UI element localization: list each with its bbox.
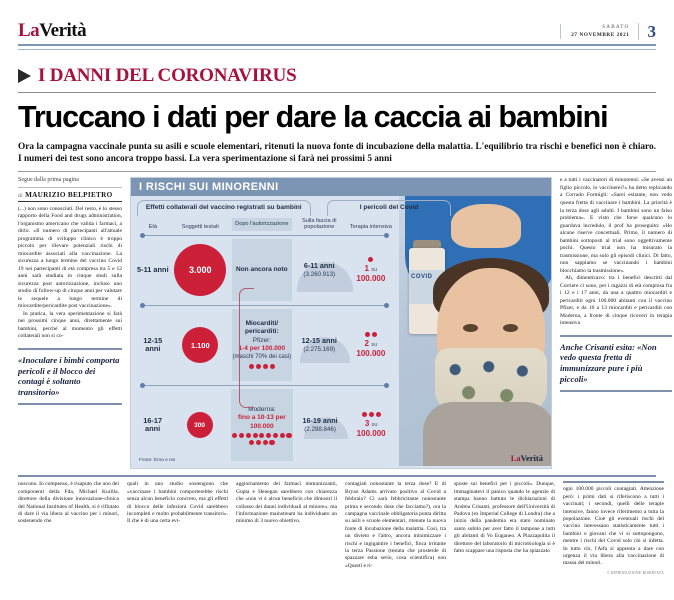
icu-base: 100.000 <box>356 348 386 358</box>
population-age: 12-15 anni <box>301 336 337 346</box>
logo-la: La <box>18 20 40 41</box>
icu-value: 3 <box>364 419 370 429</box>
right-pullquote <box>560 335 672 392</box>
continuation-note: Segue dalla prima pagina <box>18 177 122 187</box>
icu-dot-group <box>347 257 395 262</box>
vial-label-text: COVID <box>411 274 433 281</box>
row-population <box>292 337 347 353</box>
center-column <box>130 177 552 469</box>
logo-verita: Verità <box>520 453 543 464</box>
bottom-column <box>236 481 337 575</box>
icu-base: 100.000 <box>356 428 386 438</box>
header-population: Sulla fascia di popolazione <box>302 217 337 231</box>
table-row <box>137 389 395 464</box>
after-auth-title: Miocarditi/ pericarditi: <box>245 320 279 336</box>
row-icu <box>347 412 395 438</box>
header-age: Età <box>148 224 158 231</box>
after-auth-rate: fino a 10-13 per 100.000 <box>238 414 286 430</box>
icu-value: 2 <box>364 339 369 349</box>
article-standfirst: Ora la campagna vaccinale punta su asili e scuole elementari, ritenuti la nuova fonte di incubazione della malattia. L'equilibrio tra rischi e benefici non è chiaro. I numeri dei test sono ancora troppo bassi. La vera sperimentazione si farà nei prossimi 5 anni <box>18 141 656 165</box>
row-icu <box>347 332 395 358</box>
infographic-title: I RISCHI SUI MINORENNI <box>131 178 551 196</box>
standfirst-rule <box>18 171 656 172</box>
paragraph: sposte sui benefici per i piccoli». Dunque, immaginatevi il panico quando le agenzie di stampa hanno battuto le dichiarazioni di Andrea Crisanti, professore dell'Università di Padova (ex Imperial College di Londra) che a inizio della pandemia era stato nominato santo subito per aver fatto il tampone a tutti gli abitanti di Vo Euganeo. A Piazzapulita il direttore del laboratorio di microbiologia si è fatto scappare una risposta che ha spiazzato <box>454 481 555 554</box>
icu-dot-group <box>347 412 395 417</box>
right-column <box>560 177 672 469</box>
icu-rate <box>347 264 395 283</box>
column-header-row <box>137 218 395 232</box>
table-row <box>137 239 395 301</box>
after-auth-rate: 1-4 per 100.000 <box>238 345 286 353</box>
page-number: 3 <box>638 23 657 40</box>
right-column-body <box>560 177 672 327</box>
paragraph: e a tutti i vaccinatori di minorenni: «Se avessi un figlio piccolo, lo vaccinerei?» ha detto replicando a Corrado Formigli: «Sarei esitante, non vedo questa fretta di vaccinare i bambini. La priorità è la terza dose agli adulti. I bambini sono un falso problema». E visto che forse qualcuno lo guardava incredulo, il prof ha proseguito: «Ho alcune riserve concettuali. Primo, il numero di bambini sottoposti al trial sono oggettivamente pochi. Questo trial non ha misurato la trasmissione, ma solo gli episodi clinici. Di fatto, non sappiamo se vaccinando i bambini blocchiamo la trasmissione». <box>560 177 672 274</box>
population-age: 16-19 anni <box>302 416 338 426</box>
header-tested: Soggetti testati <box>181 224 219 231</box>
left-column <box>18 177 122 469</box>
source-note: Fonte: Ema e Iss <box>139 458 176 464</box>
article-photo <box>399 196 551 466</box>
divider-axis <box>137 302 395 309</box>
middle-block <box>18 177 672 469</box>
pullquote-text: Anche Crisanti esita: «Non vedo questa fretta di immunizzare pure i più piccoli» <box>560 341 657 384</box>
paragraph: (...) non sono conosciuti. Del resto, è lo stesso rapporto della Food and drugs administration, l'organismo americano che valida i farmaci, a dirlo. «Il numero di partecipanti all'attuale programma di sviluppo clinico è troppo piccolo per rilevare potenziali rischi di miocardite associati alla vaccinazione. La sicurezza a lungo termine del vaccino Covid 19 nei partecipanti di età compresa tra 5 e 12 anni sarà studiata in cinque studi sulla sicurezza post autorizzazione, incluso uno studio di follow-up di cinque anni per valutare le sequele a lungo termine di miocardite/pericardite post vaccinazione». <box>18 205 122 310</box>
after-auth-note: (maschi 70% dei casi) <box>232 353 292 360</box>
bottom-column <box>345 481 446 575</box>
bottom-column <box>18 481 119 575</box>
article-headline: Truccano i dati per dare la caccia ai bambini <box>18 100 608 134</box>
section-rule <box>18 92 656 93</box>
issue-date <box>560 24 629 40</box>
masthead <box>18 0 656 40</box>
group-header-vaccine: Effetti collaterali del vaccino registrati su bambini <box>137 200 311 215</box>
byline-author: MAURIZIO BELPIETRO <box>25 190 113 199</box>
bottom-column <box>563 481 664 575</box>
bottom-column <box>454 481 555 575</box>
bottom-column <box>127 481 228 575</box>
byline-prefix: di <box>18 192 23 199</box>
publication-logo <box>18 21 86 40</box>
infographic-logo <box>511 453 543 463</box>
row-tested <box>169 244 232 296</box>
masthead-right <box>560 23 656 40</box>
paragraph: quali in uno studio sostengono che «vaccinare i bambini comporterebbe rischi senza alcun beneficio concreto, ma gli effetti di blocco delle infezioni Covid sarebbero incompleti e molto probabilmente transitori». Il che è di una certa evi- <box>127 481 228 525</box>
divider-axis <box>137 232 395 239</box>
paragraph: ogni 100.000 piccoli contagiati. Attenzione però: i primi dati si riferiscono a tutti i vaccinati; i secondi, quelli delle terapie intensive, fanno invece riferimento a tutta la popolazione. Cioè gli eventuali rischi del vaccino interessano statisticamente tutti i bambini o giovani che vi si sottopongono, mentre i rischi del Covid solo chi si infetta. In tutto ciò, l'Aifa si appresta a dare con urgenza il via libera alla vaccinazione di massa dei minori. <box>563 486 664 567</box>
header-icu: Terapia intensiva <box>349 224 392 231</box>
icu-rate <box>347 339 395 358</box>
triangle-bullet-icon <box>18 69 31 83</box>
icu-su: su <box>371 342 378 349</box>
left-column-body <box>18 206 122 341</box>
tested-bubble: 300 <box>187 412 213 438</box>
bracket-connector <box>239 288 254 408</box>
row-age: 16-17 anni <box>143 415 163 434</box>
icu-rate <box>347 419 395 438</box>
photo-hand <box>451 204 521 248</box>
row-age: 5-11 anni <box>137 265 169 275</box>
icu-value: 1 <box>364 264 369 274</box>
date-text: 27 NOVEMBRE 2021 <box>571 31 630 38</box>
population-count: (2.275.169) <box>303 346 336 354</box>
population-count: (2.298.846) <box>304 426 336 434</box>
tested-bubble: 3.000 <box>174 244 226 296</box>
left-pullquote <box>18 348 122 405</box>
after-auth-brand: Moderna: <box>248 405 276 413</box>
risk-table <box>131 196 419 466</box>
pullquote-text: «Inoculare i bimbi comporta pericoli e il blocco dei contagi è soltanto transitorio» <box>18 354 120 398</box>
column-rule <box>563 481 664 483</box>
logo-la: La <box>510 453 521 464</box>
infographic-footer <box>139 453 543 463</box>
row-after-authorization: Non ancora noto <box>232 239 292 301</box>
row-age: 12-15 anni <box>143 335 163 354</box>
divider-axis <box>137 382 395 389</box>
after-auth-brand: Pfizer: <box>252 336 272 344</box>
day-of-week: SABATO <box>602 23 630 30</box>
paragraph: aggiornamento dei farmaci immunizzanti, Gupta e Henegan sarebbero con chiarezza che «non vi è alcun beneficio che dimostri il collasso dei danni individuali al minore», ma l'informazione mainstream ha individuato un minimo di 3 nuovo obiettivo. <box>236 481 337 525</box>
copyright-credit: © RIPRODUZIONE RISERVATA <box>606 570 664 575</box>
paragraph: noscono. In compenso, è risaputo che uno dei componenti della Fda, Michael Kurilla, direttore della divisione innovazione-clinica del National Institutes of Health, si è rifiutato di dare il via libera al vaccino per i minori, sostenendo che <box>18 481 119 525</box>
group-header-covid: I pericoli del Covid <box>327 200 451 215</box>
paragraph: contagiati nonostante la terza dose? E di Bryan Adams arrivato positivo al Covid a febbraio? Ci sarà febbricitante nonostante prima e secondo dose che facciamo?), ora la campagna vaccinale obbligatoria punta diritta su asili e scuole elementari, ritenute la nuova fonte di incubazione della malattia. Così, tra un divieto e l'altro, ancora minimizzare i rischi e ingigantire i benefici, finca irritante la terza Passione (testata che prosterde di spazzare esba serio, cosa scientifica) non «Questi e ri- <box>345 481 446 569</box>
bottom-columns <box>18 475 664 575</box>
icu-dot-group <box>347 332 395 337</box>
infographic-body <box>131 196 551 466</box>
section-tag <box>18 65 656 87</box>
population-age: 6-11 anni <box>303 261 335 271</box>
row-icu <box>347 257 395 283</box>
paragraph: Ah, dimenticavo: tra i benefici descritti dal Corriere ci sono, per i ragazzi di età compresa fra i 12 e i 17 anni, da una a quattro miocarditi e pericarditi ogni 100.000 abitanti con il vaccino Pfizer, e da 10 a 13 miocarditi e pericarditi con Moderna, a fronte di cinque ricoveri in terapia intensiva <box>560 275 672 327</box>
row-tested <box>168 412 231 438</box>
paragraph: In pratica, la vera sperimentazione si farà nei prossimi cinque anni, direttamente sui bambini, perché al momento gli effetti collaterali non si co- <box>18 310 122 340</box>
icu-base: 100.000 <box>356 273 386 283</box>
section-title: I DANNI DEL CORONAVIRUS <box>38 65 297 86</box>
infographic <box>130 177 552 469</box>
byline <box>18 191 122 202</box>
logo-verita: Verità <box>39 20 87 41</box>
icu-su: su <box>371 422 378 429</box>
row-population <box>293 417 347 433</box>
row-tested <box>169 327 232 363</box>
header-after-authorization: Dopo l'autorizzazione <box>232 218 292 231</box>
row-population <box>292 262 347 278</box>
population-count: (3.260.913) <box>303 271 336 279</box>
tested-bubble: 1.100 <box>182 327 218 363</box>
icu-su: su <box>371 267 378 274</box>
after-auth-dots <box>231 433 293 445</box>
masthead-rule <box>18 44 656 50</box>
table-row <box>137 309 395 381</box>
